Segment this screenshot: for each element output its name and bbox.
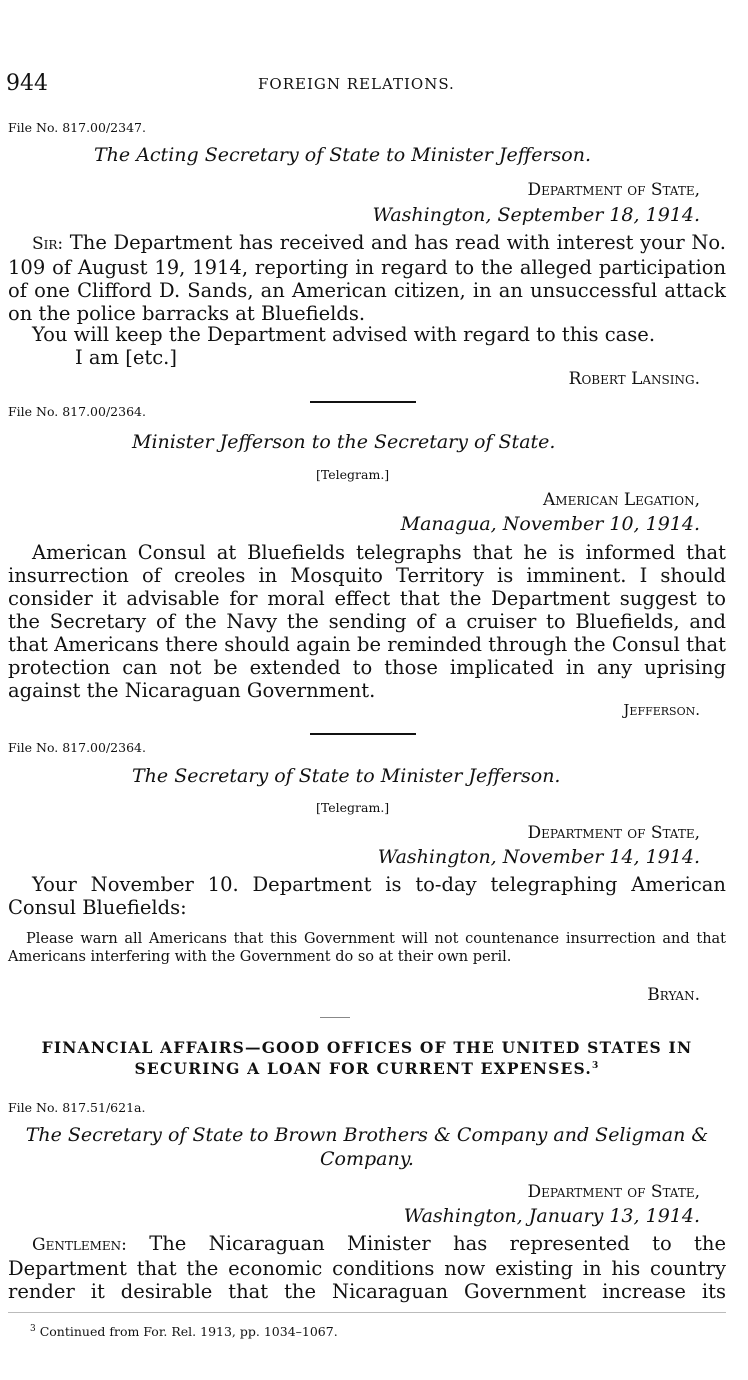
telegram-label: [Telegram.] <box>316 467 390 482</box>
salutation: Gentlemen: <box>32 1235 127 1255</box>
sender-org: American Legation, <box>543 490 700 510</box>
telegram-body: American Consul at Bluefields telegraphs that he is informed that insurrection of creoles in Mosquito Territory is imminent. I should consider it advisable for moral effect that the Department suggest to the Secretary of the Navy the sending of a cruiser to Bluefields, and that Americans there should again be reminded through the Consul that protection can not be extended to those implicated in any uprising against the Nicaraguan Government. <box>8 541 726 702</box>
sender-org: Department of State, <box>527 823 700 843</box>
signature: Robert Lansing. <box>568 369 700 389</box>
page-number: 944 <box>6 71 48 96</box>
file-number: File No. 817.51/621a. <box>8 1100 146 1115</box>
telegram-label: [Telegram.] <box>316 800 390 815</box>
place-date: Managua, November 10, 1914. <box>400 513 700 535</box>
footnote-rule <box>8 1312 726 1313</box>
running-head: FOREIGN RELATIONS. <box>258 75 455 93</box>
letter-body <box>8 1232 726 1303</box>
footnote-text: Continued from For. Rel. 1913, pp. 1034–1067. <box>39 1324 338 1340</box>
footnote-mark: 3 <box>591 1061 600 1071</box>
quoted-telegram: Please warn all Americans that this Government will not countenance insurrection and that Americans interfering with the Government do so at their own peril. <box>8 931 726 965</box>
file-number: File No. 817.00/2364. <box>8 404 146 419</box>
divider <box>310 733 416 735</box>
footnote <box>30 1324 338 1339</box>
divider <box>310 401 416 403</box>
sender-org: Department of State, <box>527 1182 700 1202</box>
footnote-mark: 3 <box>30 1324 36 1334</box>
letter-body <box>8 231 726 325</box>
place-date: Washington, September 18, 1914. <box>372 204 700 226</box>
letter-title: The Secretary of State to Brown Brothers & Company and Seligman & Company. <box>25 1124 709 1170</box>
place-date: Washington, January 13, 1914. <box>403 1205 700 1227</box>
place-date: Washington, November 14, 1914. <box>377 846 700 868</box>
letter-title: The Secretary of State to Minister Jefferson. <box>132 765 561 787</box>
file-number: File No. 817.00/2347. <box>8 120 146 135</box>
section-heading-text: FINANCIAL AFFAIRS—GOOD OFFICES OF THE UNITED STATES IN SECURING A LOAN FOR CURRENT EXPENSES. <box>41 1038 693 1079</box>
letter-title: Minister Jefferson to the Secretary of State. <box>132 431 556 453</box>
signature: Bryan. <box>647 985 700 1005</box>
paragraph: The Nicaraguan Minister has represented to the Department that the economic conditions now existing in his country render it desirable that the Nicaraguan Government increase its <box>8 1232 726 1303</box>
divider <box>320 1017 350 1018</box>
telegram-body: Your November 10. Department is to-day telegraphing American Consul Bluefields: <box>8 873 726 919</box>
section-heading <box>8 1038 726 1078</box>
paragraph: You will keep the Department advised with regard to this case. <box>32 323 656 346</box>
signature: Jefferson. <box>623 701 700 719</box>
salutation: Sir: <box>32 234 64 254</box>
closing: I am [etc.] <box>75 346 177 369</box>
paragraph: The Department has received and has read with interest your No. 109 of August 19, 1914, reporting in regard to the alleged participation of one Clifford D. Sands, an American citizen, in an unsuccessful attack on the police barracks at Bluefields. <box>8 231 726 325</box>
file-number: File No. 817.00/2364. <box>8 740 146 755</box>
sender-org: Department of State, <box>527 180 700 200</box>
letter-title: The Acting Secretary of State to Minister Jefferson. <box>94 144 591 166</box>
